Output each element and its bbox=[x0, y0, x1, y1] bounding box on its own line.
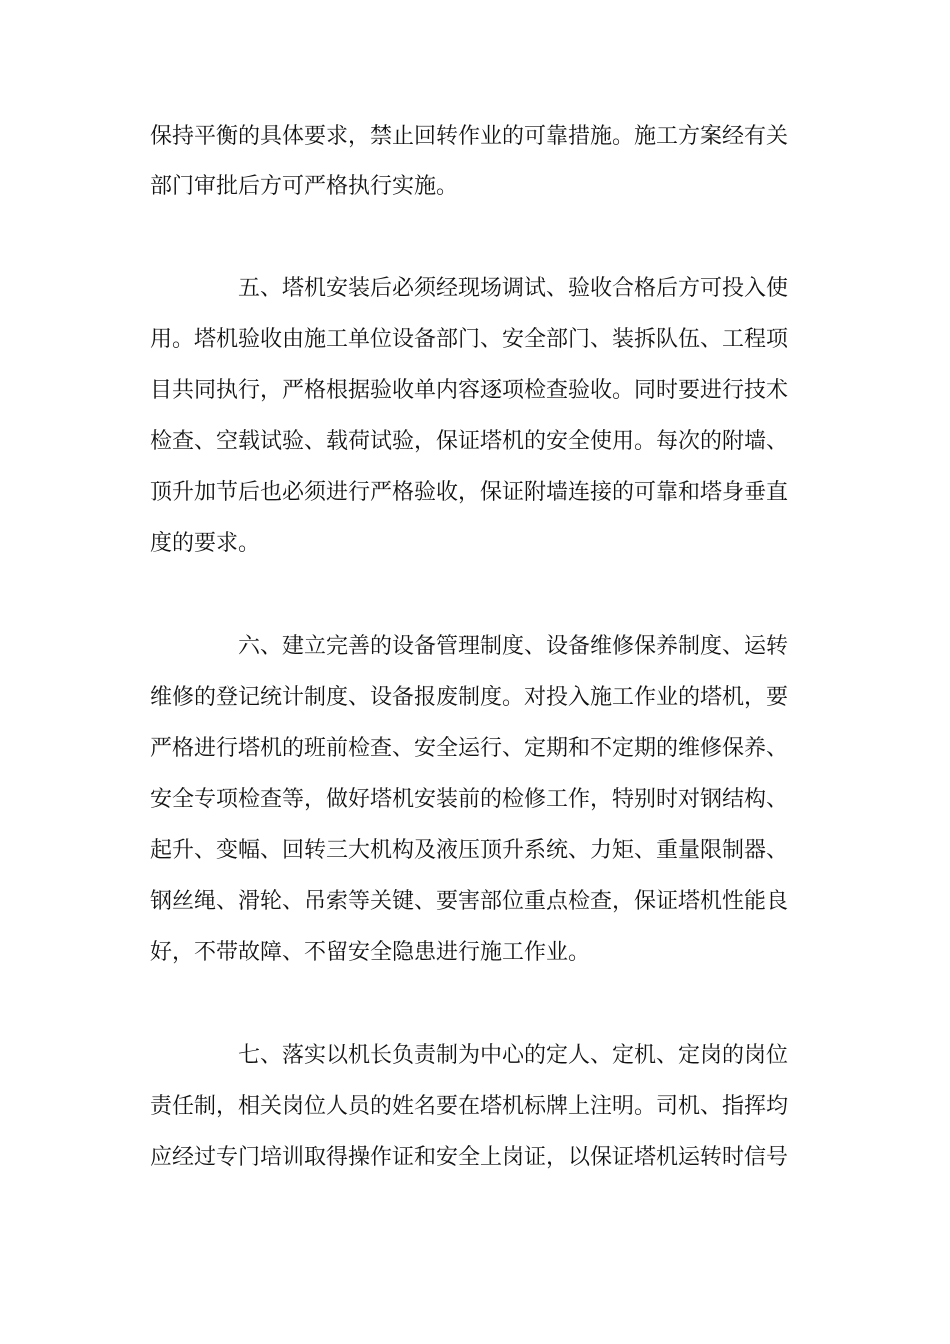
text-line: 顶升加节后也必须进行严格验收，保证附墙连接的可靠和塔身垂直 bbox=[150, 480, 789, 505]
text-line: 保持平衡的具体要求，禁止回转作业的可靠措施。施工方案经有关 bbox=[150, 124, 789, 149]
text-line: 用。塔机验收由施工单位设备部门、安全部门、装拆队伍、工程项 bbox=[150, 327, 789, 352]
paragraph-first-line: 六、建立完善的设备管理制度、设备维修保养制度、运转 bbox=[238, 634, 789, 659]
text-line: 维修的登记统计制度、设备报废制度。对投入施工作业的塔机，要 bbox=[150, 685, 789, 710]
text-line: 钢丝绳、滑轮、吊索等关键、要害部位重点检查，保证塔机性能良 bbox=[150, 889, 789, 914]
text-line: 安全专项检查等，做好塔机安装前的检修工作，特别时对钢结构、 bbox=[150, 787, 789, 812]
text-line: 检查、空载试验、载荷试验，保证塔机的安全使用。每次的附墙、 bbox=[150, 429, 789, 454]
text-line: 严格进行塔机的班前检查、安全运行、定期和不定期的维修保养、 bbox=[150, 736, 789, 761]
text-line: 起升、变幅、回转三大机构及液压顶升系统、力矩、重量限制器、 bbox=[150, 838, 789, 863]
text-line: 责任制，相关岗位人员的姓名要在塔机标牌上注明。司机、指挥均 bbox=[150, 1094, 789, 1119]
text-line: 好，不带故障、不留安全隐患进行施工作业。 bbox=[150, 940, 591, 965]
text-line: 部门审批后方可严格执行实施。 bbox=[150, 174, 459, 199]
text-line: 度的要求。 bbox=[150, 531, 261, 556]
text-line: 应经过专门培训取得操作证和安全上岗证，以保证塔机运转时信号 bbox=[150, 1145, 789, 1170]
paragraph-first-line: 七、落实以机长负责制为中心的定人、定机、定岗的岗位 bbox=[238, 1043, 789, 1068]
text-line: 目共同执行，严格根据验收单内容逐项检查验收。同时要进行技术 bbox=[150, 378, 789, 403]
paragraph-first-line: 五、塔机安装后必须经现场调试、验收合格后方可投入使 bbox=[238, 276, 789, 301]
